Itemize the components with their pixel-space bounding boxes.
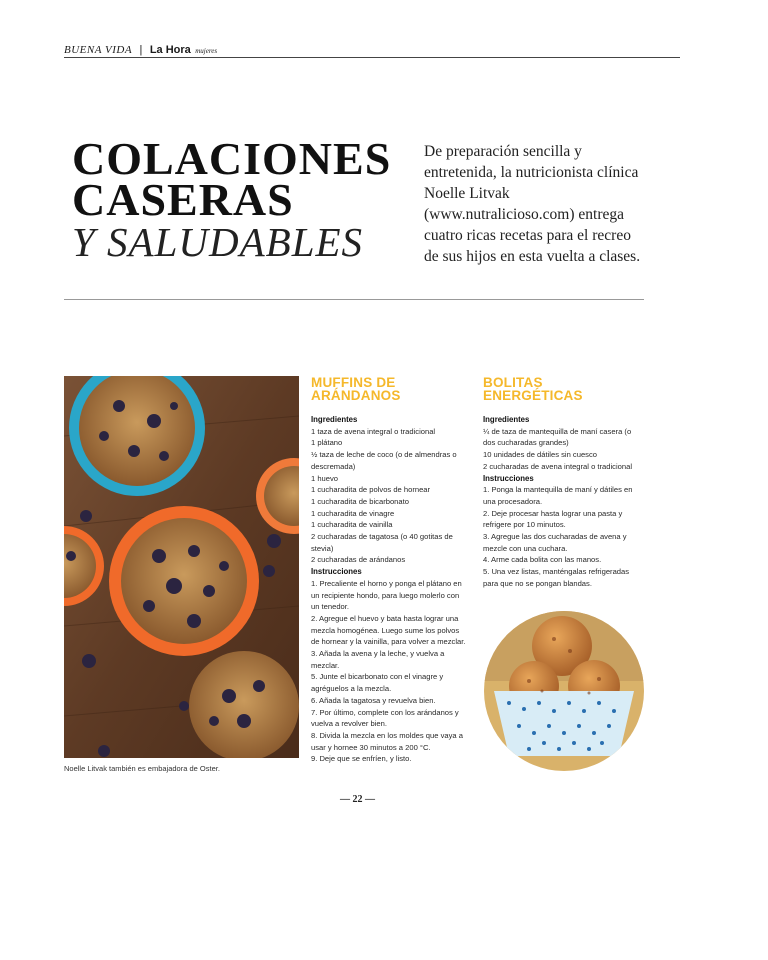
page-header [64,40,680,58]
brand-subtitle: mujeres [195,47,218,55]
instruction-step: 1. Precaliente el horno y ponga el plátano en un recipiente hondo, para luego molerlo con un tenedor. [311,578,462,612]
divider [64,299,644,300]
instruction-step: 8. Divida la mezcla en los moldes que vaya a usar y hornee 30 minutos a 200 °C. [311,730,463,752]
recipe-title-line-1: BOLITAS [483,375,543,390]
header-separator: | [139,44,143,56]
recipe-title-line-2: ARÁNDANOS [311,388,401,403]
ingredients-heading: Ingredientes [483,415,530,424]
photo-caption: Noelle Litvak también es embajadora de Oster. [64,764,220,773]
instruction-step: 3. Añada la avena y la leche, y vuelva a mezclar. [311,649,445,670]
ingredient-item: ½ taza de leche de coco (o de almendras o descremada) [311,450,457,471]
ingredient-item: 1 plátano [311,438,343,448]
instruction-step: 7. Por último, complete con los arándanos y vuelva a revolver bien. [311,707,459,729]
title-line-3: Y SALUDABLES [72,219,364,265]
recipe-bolitas-title [483,376,645,402]
ingredient-item: 2 cucharadas de tagatosa (o 40 gotitas de stevia) [311,532,453,553]
recipe-bolitas [483,376,645,590]
title-line-1: COLACIONES [72,133,392,184]
ingredients-heading: Ingredientes [311,415,358,424]
instruction-step: 2. Deje procesar hasta lograr una pasta y refrigere por 10 minutos. [483,508,623,530]
ingredient-item: 2 cucharadas de avena integral o tradicional [483,461,633,471]
instructions-heading: Instrucciones [483,473,534,483]
energy-balls-photo [484,611,644,771]
instruction-step: 5. Junte el bicarbonato con el vinagre y agréguelos a la mezcla. [311,672,444,694]
ingredient-item: 1 cucharadita de polvos de hornear [311,485,431,495]
brand-logo: La Hora [149,44,191,56]
instruction-step: 6. Añada la tagatosa y revuelva bien. [311,695,436,705]
instruction-step: 2. Agregue el huevo y bata hasta lograr una mezcla homogénea. Luego sume los polvos de hornear y la vainilla, para volver a mezclar. [311,613,466,647]
ingredient-item: 1 cucharadita de bicarbonato [311,496,409,506]
ingredient-item: 1 huevo [311,473,339,483]
instruction-step: 1. Ponga la mantequilla de maní y dátiles en una procesadora. [483,485,633,506]
instructions-heading: Instrucciones [311,567,362,577]
page-number: — 22 — [340,794,375,805]
ingredient-item: 1 taza de avena integral o tradicional [311,426,436,436]
instruction-step: 5. Una vez listas, manténgalas refrigeradas para que no se pongan blandas. [483,567,630,588]
recipe-title-line-2: ENERGÉTICAS [483,388,583,403]
instruction-step: 3. Agregue las dos cucharadas de avena y mezcle con una cuchara. [483,532,627,553]
section-name: BUENA VIDA [64,44,133,56]
ingredient-item: 1 cucharadita de vainilla [311,520,393,530]
title-line-2: CASERAS [72,174,294,225]
ingredient-item: ¼ de taza de mantequilla de maní casera (o dos cucharadas grandes) [483,426,632,448]
article-title [72,133,412,265]
recipe-muffins [311,376,469,765]
recipe-muffins-title [311,376,469,402]
ingredient-item: 10 unidades de dátiles sin cuesco [483,450,597,460]
article-intro: De preparación sencilla y entretenida, la nutricionista clínica Noelle Litvak (www.nutralicioso.com) entrega cuatro ricas recetas para el recreo de sus hijos en esta vuelta a clases. [424,143,641,265]
muffins-photo [64,376,299,758]
recipe-title-line-1: MUFFINS DE [311,375,396,390]
instruction-step: 9. Deje que se enfríen, y listo. [311,754,412,764]
ingredient-item: 2 cucharadas de arándanos [311,555,406,565]
ingredient-item: 1 cucharadita de vinagre [311,508,395,518]
instruction-step: 4. Arme cada bolita con las manos. [483,555,602,565]
